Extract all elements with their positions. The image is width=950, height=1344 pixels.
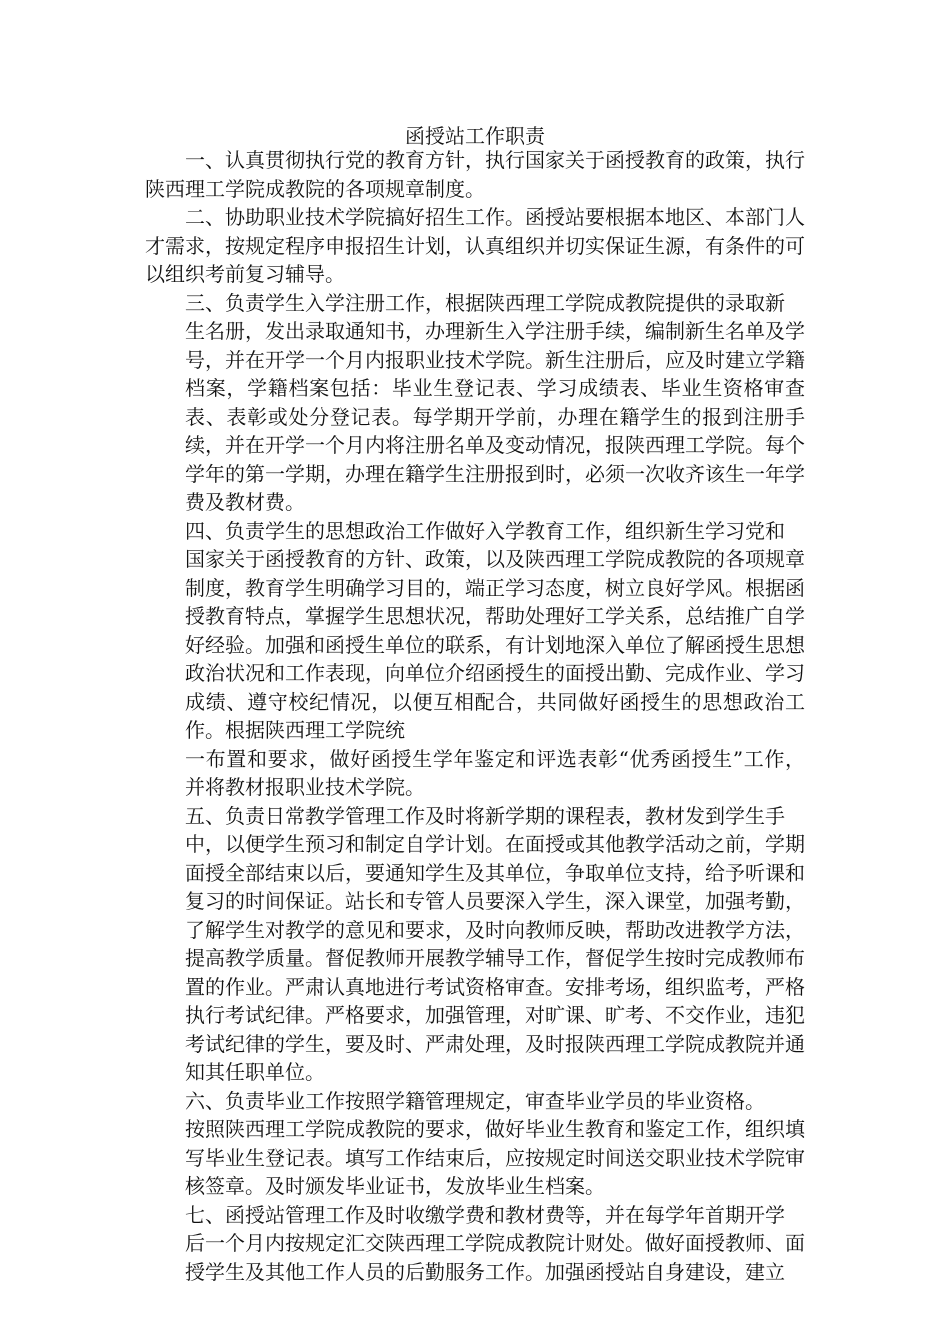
- paragraph: 后一个月内按规定汇交陕西理工学院成教院计财处。做好面授教师、面授学生及其他工作人员的后勤服务工作。加强函授站自身建设，建立: [185, 1231, 805, 1284]
- paragraph: 三、负责学生入学注册工作，根据陕西理工学院成教院提供的录取新: [185, 290, 785, 315]
- paragraph: 一、认真贯彻执行党的教育方针，执行国家关于函授教育的政策，执行陕西理工学院成教院的各项规章制度。: [145, 148, 805, 201]
- paragraph: 国家关于函授教育的方针、政策，以及陕西理工学院成教院的各项规章制度，教育学生明确学习目的，端正学习态度，树立良好学风。根据函授教育特点，掌握学生思想状况，帮助处理好工学关系，总结推广自学好经验。加强和函授生单位的联系，有计划地深入单位了解函授生思想政治状况和工作表现，向单位介绍函授生的面授出勤、完成作业、学习成绩、遵守校纪情况，以便互相配合，共同做好函授生的思想政治工作。根据陕西理工学院统: [185, 547, 805, 742]
- paragraph: 七、函授站管理工作及时收缴学费和教材费等，并在每学年首期开学: [185, 1202, 785, 1227]
- paragraph: 四、负责学生的思想政治工作做好入学教育工作，组织新生学习党和: [185, 518, 785, 543]
- paragraph: 六、负责毕业工作按照学籍管理规定，审查毕业学员的毕业资格。: [185, 1088, 765, 1113]
- paragraph: 一布置和要求，做好函授生学年鉴定和评选表彰“优秀函授生”工作，并将教材报职业技术学院。: [185, 746, 805, 799]
- document-title: 函授站工作职责: [405, 124, 545, 148]
- paragraph: 二、协助职业技术学院搞好招生工作。函授站要根据本地区、本部门人才需求，按规定程序申报招生计划，认真组织并切实保证生源，有条件的可以组织考前复习辅导。: [145, 205, 805, 286]
- document-body: [145, 146, 805, 1286]
- paragraph: 生名册，发出录取通知书，办理新生入学注册手续，编制新生名单及学号，并在开学一个月内报职业技术学院。新生注册后，应及时建立学籍档案，学籍档案包括：毕业生登记表、学习成绩表、毕业生资格审查表、表彰或处分登记表。每学期开学前，办理在籍学生的报到注册手续，并在开学一个月内将注册名单及变动情况，报陕西理工学院。每个学年的第一学期，办理在籍学生注册报到时，必须一次收齐该生一年学费及教材费。: [185, 319, 805, 514]
- paragraph: 中，以便学生预习和制定自学计划。在面授或其他教学活动之前，学期面授全部结束以后，要通知学生及其单位，争取单位支持，给予听课和复习的时间保证。站长和专管人员要深入学生，深入课堂，加强考勤，了解学生对教学的意见和要求，及时向教师反映，帮助改进教学方法，提高教学质量。督促教师开展教学辅导工作，督促学生按时完成教师布置的作业。严肃认真地进行考试资格审查。安排考场，组织监考，严格执行考试纪律。严格要求，加强管理，对旷课、旷考、不交作业，违犯考试纪律的学生，要及时、严肃处理，及时报陕西理工学院成教院并通知其任职单位。: [185, 832, 805, 1084]
- paragraph: 五、负责日常教学管理工作及时将新学期的课程表，教材发到学生手: [185, 803, 785, 828]
- paragraph: 按照陕西理工学院成教院的要求，做好毕业生教育和鉴定工作，组织填写毕业生登记表。填写工作结束后，应按规定时间送交职业技术学院审核签章。及时颁发毕业证书，发放毕业生档案。: [185, 1117, 805, 1198]
